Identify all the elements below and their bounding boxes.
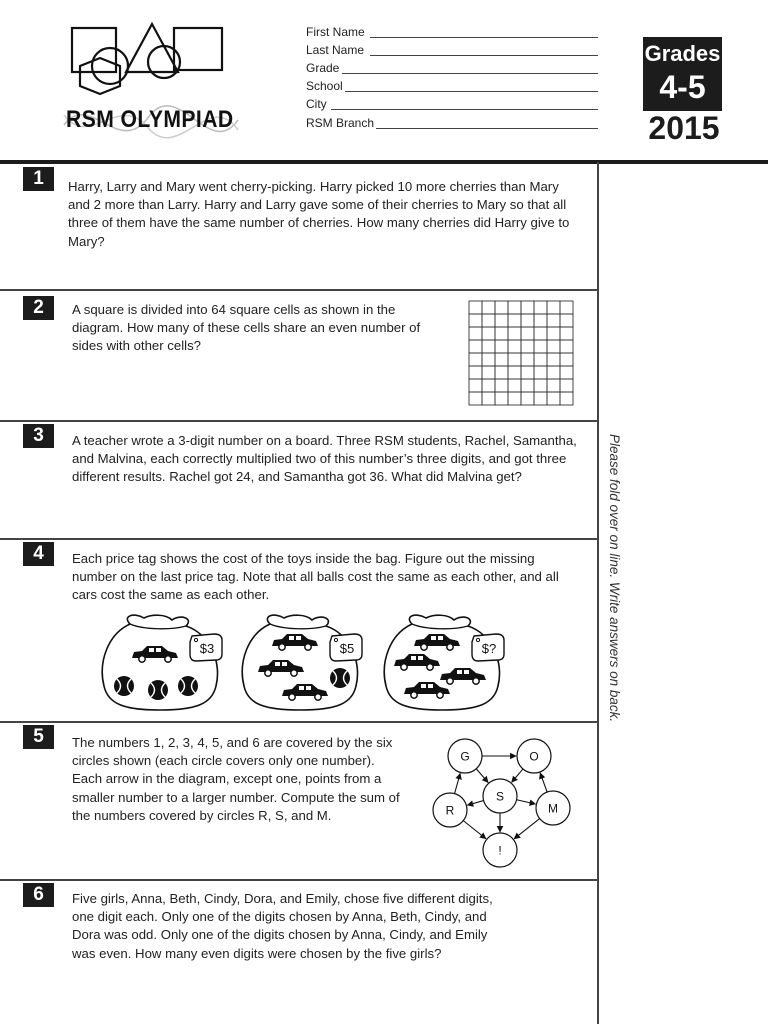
grid-cells: [469, 301, 573, 405]
price-tag: [330, 634, 362, 661]
grid-cell: [547, 340, 560, 353]
divider-1: [0, 289, 598, 291]
grid-cell: [534, 314, 547, 327]
graph-node-label: O: [529, 749, 539, 764]
grid-cell: [482, 392, 495, 405]
graph-arrow: [517, 800, 536, 804]
graph-arrow: [476, 769, 488, 783]
school-line[interactable]: [345, 91, 598, 92]
grid-cell: [508, 379, 521, 392]
graph-arrow: [455, 773, 461, 793]
grid-cell: [508, 301, 521, 314]
graph-arrow: [512, 769, 523, 782]
grid-cell: [560, 392, 573, 405]
problem-number: 1: [23, 167, 54, 191]
graph-node-label: M: [548, 801, 558, 816]
graph-arrow: [514, 819, 540, 839]
grid-cell: [469, 366, 482, 379]
divider-3: [0, 538, 598, 540]
grid-cell: [469, 392, 482, 405]
grid-cell: [469, 340, 482, 353]
toy-bag: [384, 615, 504, 710]
eight-by-eight-grid: [467, 299, 575, 409]
graph-node: [483, 833, 517, 867]
grid-cell: [521, 379, 534, 392]
grid-cell: [560, 301, 573, 314]
toy-bag: [242, 615, 362, 710]
problem-number: 4: [23, 542, 54, 566]
city-line[interactable]: [331, 109, 598, 110]
grid-cell: [534, 353, 547, 366]
grade-line[interactable]: [342, 73, 598, 74]
grid-cell: [534, 392, 547, 405]
grid-cell: [547, 392, 560, 405]
grid-cell: [495, 366, 508, 379]
divider-5: [0, 879, 598, 881]
problem-number: 2: [23, 296, 54, 320]
grid-cell: [482, 314, 495, 327]
grid-cell: [521, 327, 534, 340]
grid-cell: [560, 379, 573, 392]
grid-cell: [495, 392, 508, 405]
grid-cell: [521, 314, 534, 327]
grid-cell: [547, 379, 560, 392]
grades-range: 4-5: [659, 69, 706, 105]
grid-cell: [547, 366, 560, 379]
grades-label: Grades: [644, 41, 721, 66]
toy-bag: [102, 615, 222, 710]
grid-cell: [534, 327, 547, 340]
grid-cell: [534, 379, 547, 392]
grid-cell: [547, 314, 560, 327]
problem-text: A square is divided into 64 square cells as shown in the diagram. How many of these cells share an even number of sides with other cells?: [72, 302, 421, 354]
price-label: $5: [339, 641, 355, 656]
fold-line: [597, 162, 599, 1024]
grid-cell: [534, 366, 547, 379]
grid-cell: [469, 379, 482, 392]
graph-node: [536, 791, 570, 825]
last-name-label: Last Name: [306, 43, 365, 57]
grid-cell: [482, 327, 495, 340]
graph-node: [483, 779, 517, 813]
price-tag: [190, 634, 222, 661]
fold-instruction-text: Please fold over on line. Write answers on back.: [607, 434, 622, 723]
grid-cell: [508, 392, 521, 405]
grid-cell: [547, 353, 560, 366]
graph-arrow: [463, 821, 486, 839]
graph-arrow: [467, 801, 483, 806]
grid-cell: [560, 340, 573, 353]
graph-node-label: R: [445, 803, 455, 818]
first-name-label: First Name: [306, 25, 365, 39]
last-name-line[interactable]: [370, 55, 598, 56]
grid-cell: [495, 327, 508, 340]
graph-node: [517, 739, 551, 773]
problem-text: The numbers 1, 2, 3, 4, 5, and 6 are covered by the six circles shown (each circle covers only one number). Each arrow in the diagram, except one, points from a smaller number to a larger number. Compute the sum of the numbers covered by circles R, S, and M.: [72, 735, 400, 823]
grid-cell: [521, 392, 534, 405]
grid-cell: [521, 353, 534, 366]
graph-node: [433, 793, 467, 827]
graph-node-label: S: [495, 789, 505, 804]
problem-text: Five girls, Anna, Beth, Cindy, Dora, and Emily, chose five different digits, one digit each. Only one of the digits chosen by Anna, Beth, Cindy, and Dora was odd. Only one of the digits chosen by Anna, Cindy, and Emily was even. How many even digits were chosen by the five girls?: [72, 891, 493, 961]
graph-node-label: G: [460, 749, 470, 764]
header-divider: [0, 160, 768, 164]
school-label: School: [306, 79, 343, 93]
grid-cell: [482, 340, 495, 353]
rsm-branch-line[interactable]: [376, 128, 598, 129]
grid-cell: [508, 314, 521, 327]
first-name-line[interactable]: [370, 37, 598, 38]
price-tag: [472, 634, 504, 661]
grid-cell: [469, 314, 482, 327]
graph-node: [448, 739, 482, 773]
ball-icon: [114, 676, 134, 696]
ball-icon: [148, 680, 168, 700]
grid-cell: [521, 340, 534, 353]
problem-number: 3: [23, 424, 54, 448]
rsm-branch-label: RSM Branch: [306, 116, 375, 130]
grid-cell: [560, 353, 573, 366]
grid-cell: [560, 327, 573, 340]
grid-cell: [534, 340, 547, 353]
grid-cell: [508, 353, 521, 366]
grid-cell: [495, 340, 508, 353]
grade-label: Grade: [306, 61, 340, 75]
year: 2015: [648, 110, 720, 146]
city-label: City: [306, 97, 327, 111]
arrow-diagram: [420, 730, 580, 875]
grid-cell: [560, 366, 573, 379]
ball-icon: [178, 676, 198, 696]
grid-cell: [508, 340, 521, 353]
grid-cell: [495, 353, 508, 366]
graph-arrow: [540, 773, 547, 792]
grid-cell: [547, 301, 560, 314]
grid-cell: [521, 366, 534, 379]
grid-cell: [469, 301, 482, 314]
grid-cell: [508, 327, 521, 340]
grid-cell: [495, 379, 508, 392]
problem-number: 5: [23, 725, 54, 749]
price-label: $3: [199, 641, 215, 656]
divider-2: [0, 420, 598, 422]
problem-number: 6: [23, 883, 54, 907]
problem-text: Harry, Larry and Mary went cherry-picking. Harry picked 10 more cherries than Mary and 2 more than Larry. Harry and Larry gave some of their cherries to Mary so that all three of them have the same number of cherries. How many cherries did Harry give to Mary?: [68, 179, 570, 249]
grid-cell: [482, 353, 495, 366]
grid-cell: [469, 327, 482, 340]
ball-icon: [330, 668, 350, 688]
grid-cell: [547, 327, 560, 340]
price-label: $?: [481, 641, 497, 656]
problem-text: A teacher wrote a 3-digit number on a board. Three RSM students, Rachel, Samantha, and Malvina, each correctly multiplied two of this number’s three digits, and got three different results. Rachel got 24, and Samantha got 36. What did Malvina get?: [72, 433, 577, 485]
grid-cell: [560, 314, 573, 327]
logo-text: RSM OLYMPIAD: [66, 106, 234, 133]
grid-cell: [495, 314, 508, 327]
grid-cell: [534, 301, 547, 314]
grid-cell: [482, 301, 495, 314]
grades-badge: [643, 37, 722, 111]
grid-cell: [482, 366, 495, 379]
grid-cell: [495, 301, 508, 314]
grid-cell: [482, 379, 495, 392]
grid-cell: [469, 353, 482, 366]
graph-node-label: !: [498, 843, 502, 858]
graph-nodes: [433, 739, 570, 867]
grid-cell: [508, 366, 521, 379]
grid-cell: [521, 301, 534, 314]
fold-instruction: [600, 434, 626, 774]
problem-text: Each price tag shows the cost of the toys inside the bag. Figure out the missing number on the last price tag. Note that all balls cost the same as each other, and all cars cost the same as each other.: [72, 551, 559, 603]
divider-4: [0, 721, 598, 723]
toy-bags-illustration: [100, 612, 520, 712]
